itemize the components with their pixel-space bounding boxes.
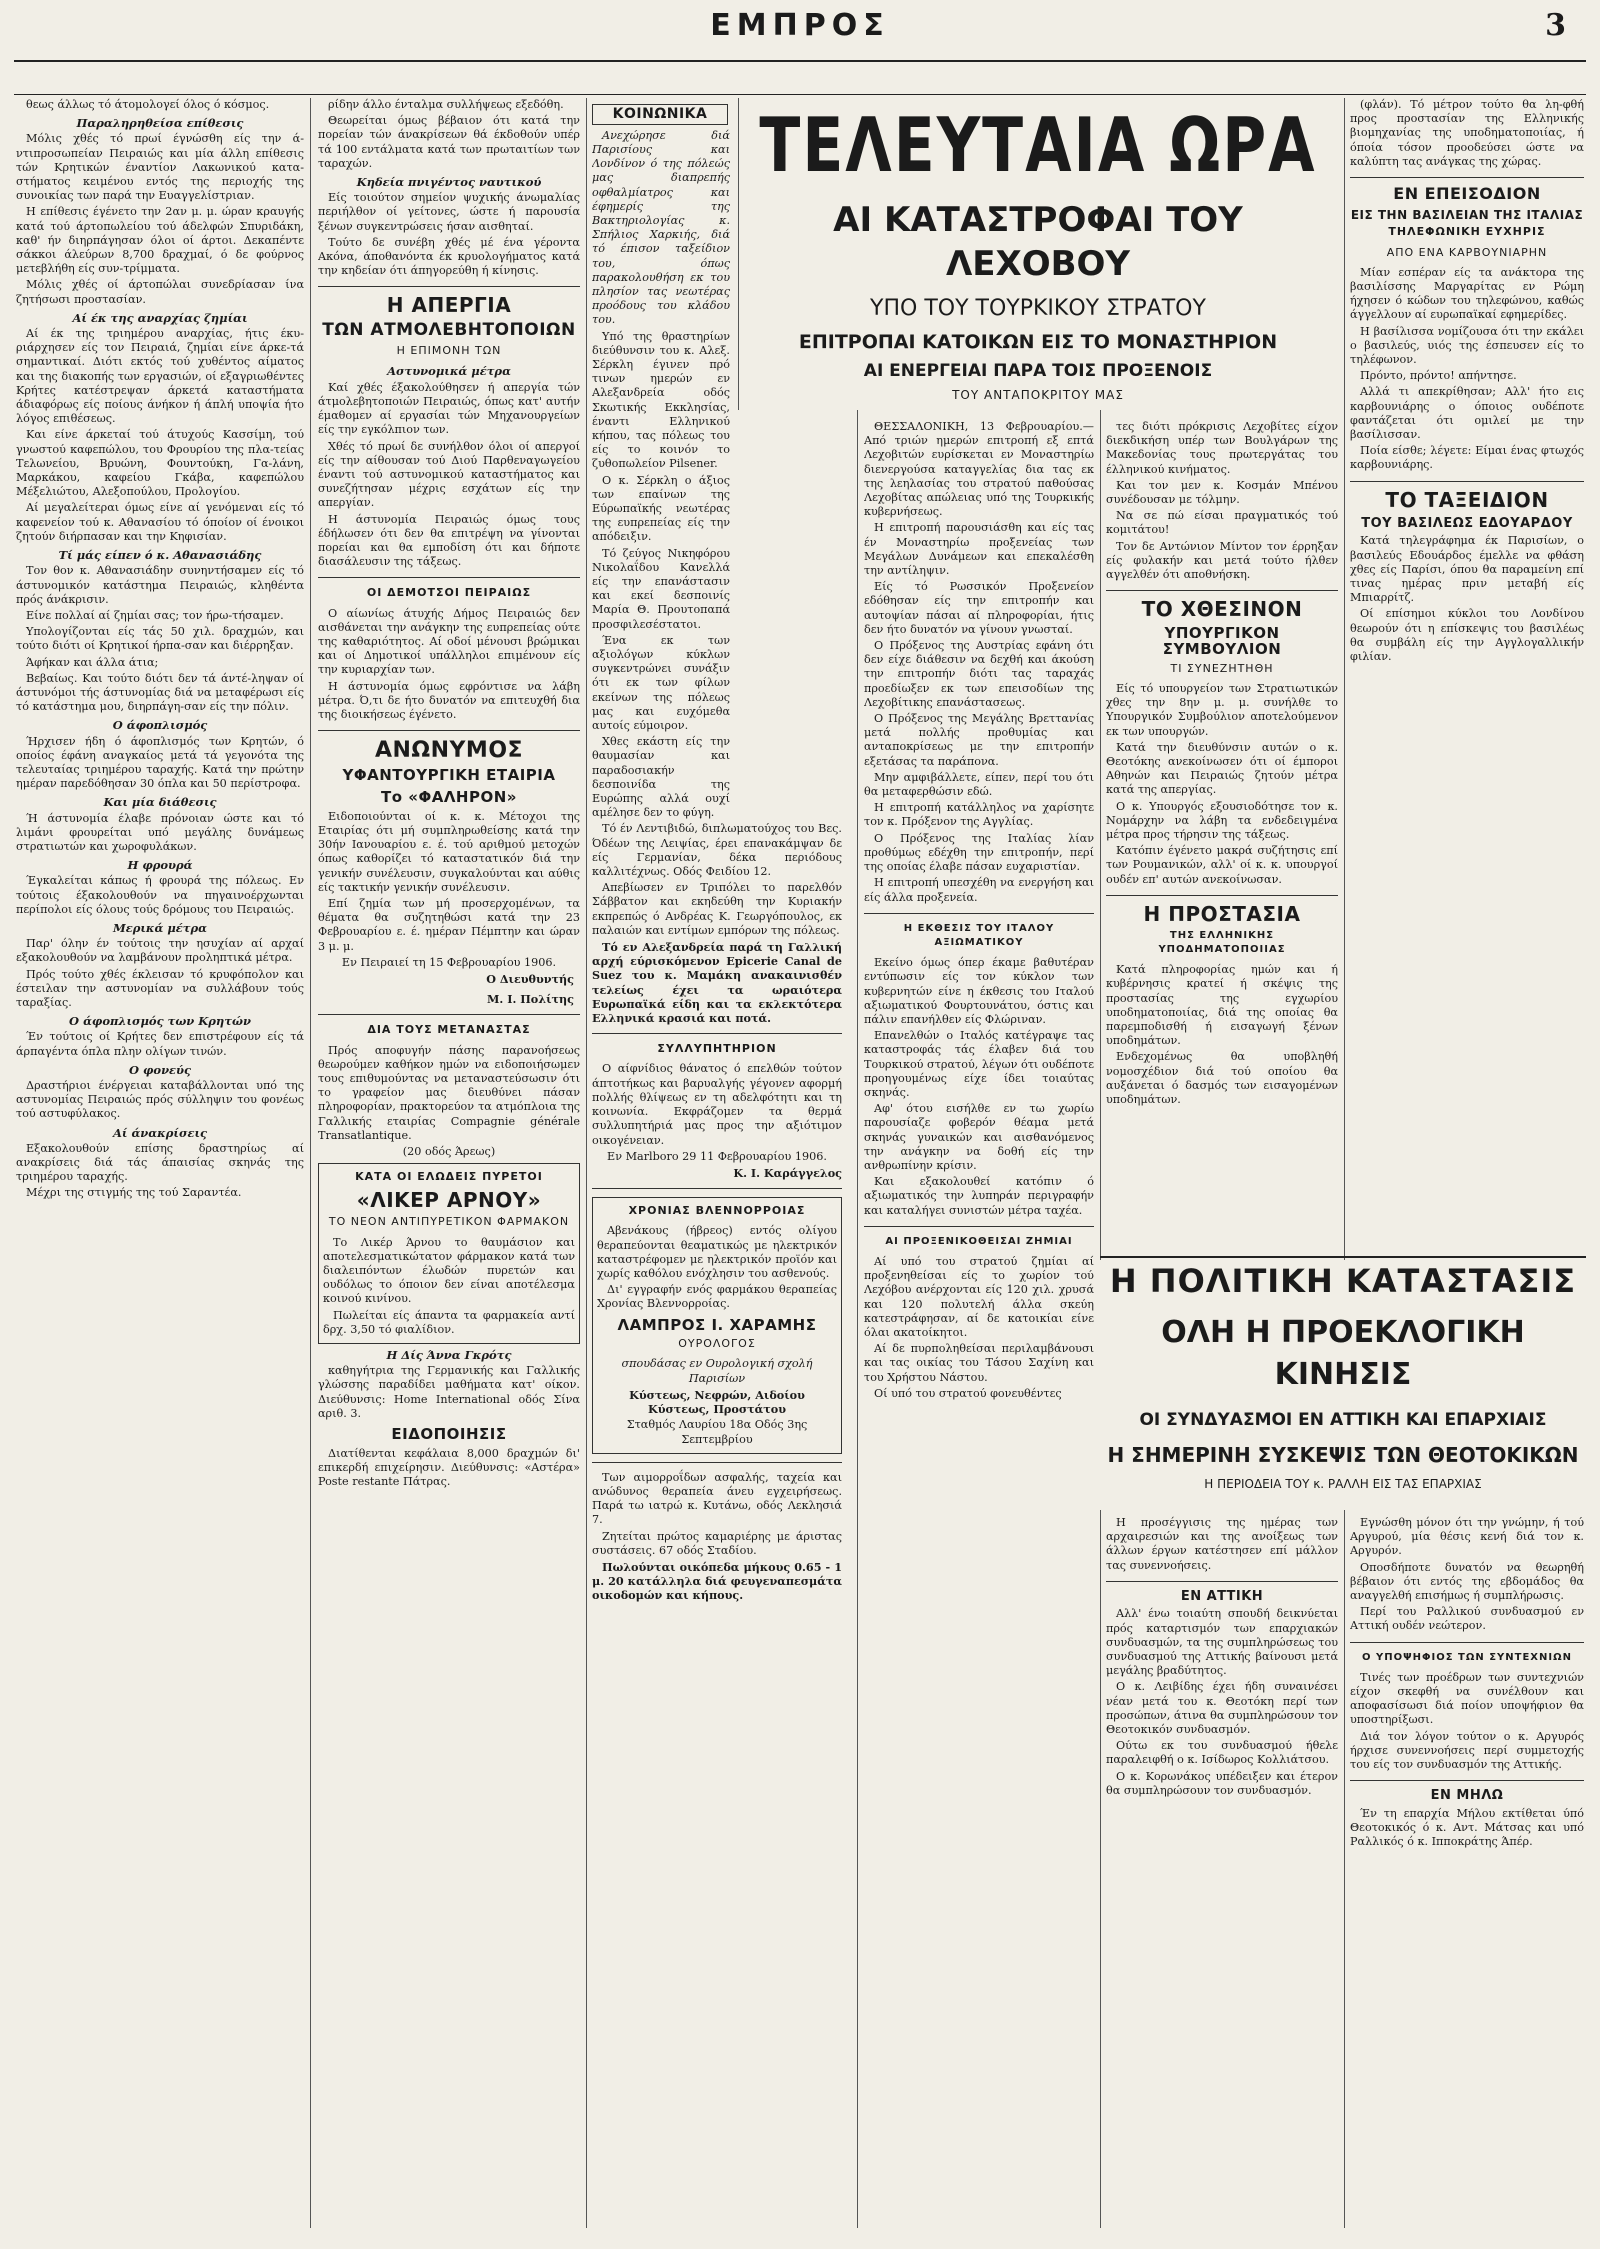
signature-title: Ο Διευθυντής [486, 971, 574, 986]
headline: ΤΟ ΤΑΞΕΙΔΙΟΝ [1385, 487, 1549, 512]
article-text: Είς τό υπουργείον των Στρατιωτικών χθες την 8ην μ. μ. συνήλθε το Υπουργικόν Συμβούλιον αποτελούμενον εκ των υπουργών. [1106, 681, 1338, 738]
article-text: Οί επίσημοι κύκλοι του Λονδίνου θεωρούν ότι η επίσκεψις του βασιλέως θα συμβάλη είς την Αγγλογαλλικήν φιλίαν. [1350, 607, 1584, 663]
article-text: Κατά την διευθύνσιν αυτών ο κ. Θεοτόκης ανεκοίνωσεν ότι οί έμποροι Αθηνών και Πειραιώς ζητούν μέτρα κατά της απεργίας. [1106, 740, 1338, 797]
article-text: Η επίθεσις έγένετο την 2αν μ. μ. ώραν κραυγής κατά τού άρτοπωλείου τού άδελφών Σπυριδάκη, καθ' ήν διηρπάγησαν όλοι οί άρτοι. Δεκαπέντε σάκκοι άλεύρων 8,700 δραχμαί, ό δε φούρνος μετεβλήθη είς συν-τρίμματα. [16, 205, 304, 276]
divider [318, 286, 580, 287]
section-heading: Μερικά μέτρα [112, 920, 208, 935]
main-subheadline: ΥΠΟ ΤΟΥ ΤΟΥΡΚΙΚΟΥ ΣΤΡΑΤΟΥ [870, 296, 1206, 321]
article-text: Επανελθών ο Ιταλός κατέγραψε τας καταστροφάς τάς έλαβεν διά του Τουρκικού στρατού, λέγων ότι ουδέποτε προηγουμένως είχε ίδει τοιαύτας σκηνάς. [864, 1029, 1094, 1099]
ad-heading: ΚΑΤΑ ΟΙ ΕΛΩΔΕΙΣ ΠΥΡΕΤΟΙ [355, 1170, 543, 1184]
section-heading: Αστυνομικά μέτρα [387, 364, 511, 379]
main-subheadline: ΕΠΙΤΡΟΠΑΙ ΚΑΤΟΙΚΩΝ ΕΙΣ ΤΟ ΜΟΝΑΣΤΗΡΙΟΝ [798, 331, 1278, 353]
ad-subtitle: ΤΟ ΝΕΟΝ ΑΝΤΙΠΥΡΕΤΙΚΟΝ ΦΑΡΜΑΚΟΝ [328, 1215, 570, 1229]
article-text: Πωλούνται οικόπεδα μήκους 0.65 - 1 μ. 20 κατάλληλα διά φευγεναπεσμάτα οικοδομών και κήπους. [592, 1559, 842, 1603]
article-text: Υπό της θραστηρίων διεύθυνσιν του κ. Αλεξ. Σέρκλη έγινεν πρό τινων ημερών εν Αλεξανδρεία οδός Σκωτικής Εκκλησίας, έναντι Ελληνικού κήπου, τας πόλεως του είς το κοινόν το ζυθοπωλείον Pilsener. [592, 329, 730, 471]
article-text: Ο αίφνίδιος θάνατος ό επελθών τούτον άπτοτήκως και βαρυαλγής γέγονεν αφορμή πολλής θλίψεως εν τη αδελφότητι και τη κοινωνία. Εκφράζομεν τα θερμά συλλυπητήριά μας προς την αξιότιμον οικογένειαν. [592, 1062, 842, 1147]
article-text: Των αιμορροΐδων ασφαλής, ταχεία και ανώδυνος θεραπεία άνευ εγχειρήσεως. Παρά τω ιατρώ κ. Κυτάνω, οδός Λεκλησιά 7. [592, 1470, 842, 1527]
article-text: καθηγήτρια της Γερμανικής και Γαλλικής γλώσσης παραδίδει μαθήματα κατ' οίκον. Διεύθυνσις: Home International οδός Σίνα αριθ. 3. [318, 1364, 580, 1420]
section-heading: Ο άφοπλισμός [112, 718, 208, 733]
column-4 [864, 420, 1094, 2228]
column-rule [586, 98, 587, 2228]
advertisement-box [318, 1163, 580, 1344]
masthead-rule-lower [14, 94, 1586, 95]
masthead [0, 8, 1600, 56]
article-text: Ο Πρόξενος της Ιταλίας λίαν προθύμως εδέχθη την επιτροπήν, περί της οποίας έλαβε πάσαν ευχαριστίαν. [864, 831, 1094, 874]
article-text: Χθες εκάστη είς την θαυμασίαν και παραδοσιακήν δεσποινίδα της Ευρώπης αλλά ουχί αμέλησε δεν το φύγη. [592, 735, 730, 820]
headline: Ο ΥΠΟΨΗΦΙΟΣ ΤΩΝ ΣΥΝΤΕΧΝΙΩΝ [1362, 1651, 1572, 1663]
article-text: Υπολογίζονται είς τάς 50 χιλ. δραχμών, και τούτο διότι οί Κρητικοί ήρπα-σαν και διέρρηξαν. [16, 625, 304, 653]
column-rule [310, 98, 311, 2228]
section-heading: Παραληρηθείσα επίθεσις [76, 116, 244, 131]
article-text: Ο Πρόξενος της Μεγάλης Βρεττανίας μετά πολλής προθυμίας και ανταποκρίσεως με την επιτροπήν εξετάσας τα παράπονα. [864, 712, 1094, 768]
section-heading: Κηδεία πνιγέντος ναυτικού [356, 175, 542, 190]
article-text: Τούτο δε συνέβη χθές μέ ένα γέροντα Ακόνα, άποθανόντα έκ κρυολογήματος κατά την κηδείαν ότι άπηγορεύθη ή κίνησις. [318, 235, 580, 278]
article-text: Μόλις χθές οί άρτοπώλαι συνεδρίασαν ίνα ζητήσωσι προστασίαν. [16, 278, 304, 306]
headline: ΥΠΟΥΡΓΙΚΟΝ ΣΥΜΒΟΥΛΙΟΝ [1162, 624, 1282, 658]
article-text: Επί ζημία των μή προσερχομένων, τα θέματα θα συζητηθώσι κατά την 23 Φεβρουαρίου ε. έ. ημέραν Πέμπτην και ώραν 3 μ. μ. [318, 896, 580, 953]
page-number: 3 [1545, 8, 1566, 43]
article-text: Κατά τηλεγράφημα έκ Παρισίων, ο βασιλεύς Εδουάρδος έμελλε να φθάση χθες είς Παρίσι, όπου θα παραμείνη επί τινας ημέρας πριν μεταβή είς Μπιαρρίτζ. [1350, 534, 1584, 605]
divider [1350, 481, 1584, 482]
subheadline: ΤΗΣ ΕΛΛΗΝΙΚΗΣ ΥΠΟΔΗΜΑΤΟΠΟΙΙΑΣ [1158, 929, 1286, 955]
article-text: ρίδην άλλο ένταλμα συλλήψεως εξεδόθη. [328, 98, 564, 111]
ad-text: Κύστεως, Νεφρών, Αιδοίου Κύστεως, Προστάτου [629, 1387, 805, 1417]
ad-text: Πωλείται είς άπαντα τα φαρμακεία αντί δρχ. 3,50 τό φιαλίδιον. [323, 1308, 575, 1336]
subheadline: ΤΗΛΕΦΩΝΙΚΗ ΕΥΧΗΡΙΣ [1388, 225, 1546, 239]
article-text: Θεωρείται όμως βέβαιον ότι κατά την πορείαν τών άνακρίσεων θά έκδοθούν υπέρ τά 100 εντάλματα κατά των πρωταιτίων των ταραχών. [318, 114, 580, 170]
politics-rule [1100, 1256, 1586, 1258]
article-text: Εκείνο όμως όπερ έκαμε βαθυτέραν εντύπωσιν είς τον κύκλον των κυβερνητών είνε η έκθεσις του Ιταλού αξιωματικού Φουρτουνάτου, όστις και πάλιν επανήλθεν είς Φλώριναν. [864, 956, 1094, 1026]
article-text: Τό ζεύγος Νικηφόρου Νικολαΐδου Κανελλά είς την επανάστασιν και εκεί δεσποινίς Μαρία Θ. Προυτοπαπά προσφιλεσέστατοι. [592, 546, 730, 631]
article-text: Αφ' ότου εισήλθε εν τω χωρίω παρουσίαζε φοβερόν θέαμα μετά σκηνάς γυναικών και αισθανόμενος την ανάγκην να δοθή είς την ανθρωπίνην κρίσιν. [864, 1102, 1094, 1172]
divider [1106, 1581, 1338, 1582]
article-text: Εξακολουθούν επίσης δραστηρίως αί ανακρίσεις διά τάς άπαισίας σκηνάς της τριημέρου ταραχής. [16, 1141, 304, 1184]
subheadline: ΑΠΟ ΕΝΑ ΚΑΡΒΟΥΝΙΑΡΗΝ [1386, 245, 1548, 259]
subheadline: Η ΕΠΙΜΟΝΗ ΤΩΝ [396, 344, 502, 358]
signature-name: Κ. Ι. Καράγγελος [733, 1165, 842, 1180]
headline: ΑΙ ΠΡΟΞΕΝΙΚΟΘΕΙΣΑΙ ΖΗΜΙΑΙ [885, 1235, 1073, 1247]
divider [864, 1226, 1094, 1227]
column-rule [1344, 1510, 1345, 2228]
newspaper-title: ΕΜΠΡΟΣ [710, 8, 890, 43]
article-text: Η άστυνομία όμως εφρόντισε να λάβη μέτρα. Ό,τι δε ήτο δυνατόν να επιτευχθή δια της διοικήσεως έγένετο. [318, 679, 580, 721]
article-text: Και είνε άρκεταί τού άτυχούς Κασσίμη, τού γνωστού καφεπώλου, του Φρουρίου της πλα-τείας Τελωνείου, Βρυώνη, Φουντούκη, Γα-λάνη, Μαρκάκου, καφείου Γκάβα, καφεπώλου Μέξελιώτου, Αλεξοπούλου, Προλογίου. [16, 428, 304, 499]
article-text: Ο κ. Υπουργός εξουσιοδότησε τον κ. Νομάρχην να λάβη τα ενδεδειγμένα μέτρα προς τήρησιν της τάξεως. [1106, 799, 1338, 841]
article-text: ΘΕΣΣΑΛΟΝΙΚΗ, 13 Φεβρουαρίου.— Από τριών ημερών επιτροπή εξ επτά Λεχοβιτών ευρίσκεται εν Μοναστηρίω διενεργούσα καταγγελίας δια τας εκ της λεηλασίας του στρατού παθούσας Λεχοβίτας απώλειας υπό της Τουρκικής κυβερνήσεως. [864, 420, 1094, 519]
article-text: Διατίθενται κεφάλαια 8,000 δραχμών δι' επικερδή επιχείρησιν. Διεύθυνσις: «Αστέρα» Poste restante Πάτρας. [318, 1446, 580, 1489]
article-text: Εγνώσθη μόνον ότι την γνώμην, ή τού Αργυρού, μία θέσις κενή διά τον κ. Αργυρόν. [1350, 1516, 1584, 1558]
headline: ΤΩΝ ΑΤΜΟΛΕΒΗΤΟΠΟΙΩΝ [322, 320, 576, 341]
article-text: (φλάν). Τό μέτρον τούτο θα λη-φθή προς προστασίαν της Ελληνικής βιομηχανίας της υποδηματοποιίας, ή όποία τόσον προοδεύσει ώστε να καλύπτη τας ανάγκας της χώρας. [1350, 98, 1584, 168]
ad-title: ΛΑΜΠΡΟΣ Ι. ΧΑΡΑΜΗΣ [617, 1315, 817, 1334]
politics-subheadline: ΟΙ ΣΥΝΔΥΑΣΜΟΙ ΕΝ ΑΤΤΙΚΗ ΚΑΙ ΕΠΑΡΧΙΑΙΣ [1139, 1410, 1547, 1430]
article-text: Ενδεχομένως θα υποβληθή νομοσχέδιον διά τού οποίου θα αυξάνεται ό δασμός των εισαγομένων υποδημάτων. [1106, 1050, 1338, 1107]
column-6 [1350, 98, 1584, 1258]
signature-name: Μ. Ι. Πολίτης [487, 992, 574, 1007]
article-text: (20 οδός Άρεως) [402, 1145, 496, 1159]
headline: ΕΝ ΑΤΤΙΚΗ [1180, 1588, 1264, 1604]
masthead-rule [14, 60, 1586, 62]
article-text: τες διότι πρόκρισις Λεχοβίτες είχον διεκδικήση υπέρ των Βουλγάρων της Μακεδονίας τους πρωτεργάτας του έλληνικού κινήματος. [1106, 420, 1338, 476]
article-text: Να σε πώ είσαι πραγματικός τού κομιτάτου! [1106, 509, 1338, 537]
column-2 [318, 98, 580, 2228]
article-text: Και τον μεν κ. Κοσμάν Μπένου συνέδουσαν με τόλμην. [1106, 478, 1338, 507]
article-text: Πρός τούτο χθές έκλεισαν τό κρυφόπολον και έστειλαν την αστυνομίαν να συλλάβουν τούς ταραξίας. [16, 967, 304, 1009]
headline: ΑΝΩΝΥΜΟΣ [374, 738, 524, 764]
main-headline: ΤΕΛΕΥΤΑΙΑ ΩΡΑ [759, 102, 1317, 190]
divider [592, 1033, 842, 1034]
divider [1350, 1642, 1584, 1643]
article-text: Η επιτροπή υπεσχέθη να ενεργήση και είς άλλα προξενεία. [864, 876, 1094, 904]
article-text: Διά τον λόγον τούτον ο κ. Αργυρός ήρχισε συνεννοήσεις περί συμμετοχής του είς τον συνδυασμόν της Αττικής. [1350, 1729, 1584, 1772]
divider [592, 1188, 842, 1189]
article-text: Άφήκαν και άλλα άτια; [26, 655, 159, 669]
politics-headline-line2: ΟΛΗ Η ΠΡΟΕΚΛΟΓΙΚΗ ΚΙΝΗΣΙΣ [1161, 1315, 1525, 1392]
section-heading: Ο άφοπλισμός των Κρητών [69, 1014, 251, 1029]
headline: ΕΝ ΜΗΛΩ [1430, 1788, 1504, 1804]
article-text: Ο αίωνίως άτυχής Δήμος Πειραιώς δεν αισθάνεται την ανάγκην της ευπρεπείας ούτε της καθαριότητος. Αί οδοί μένουσι βρώμικαι και οί Δημοτικοί υπάλληλοι επιμένουν είς την κυριαρχίαν των. [318, 606, 580, 677]
correspondent-line: ΤΟΥ ΑΝΤΑΠΟΚΡΙΤΟΥ ΜΑΣ [952, 388, 1124, 402]
article-text: Μίαν εσπέραν είς τα ανάκτορα της βασιλίσσης Μαργαρίτας εν Ρώμη ήχησεν ό κώδων του τηλεφώνου, καθώς άγγελλουν αί ευρωπαϊκαί εφημερίδες. [1350, 265, 1584, 322]
article-text: Η επιτροπή κατάλληλος να χαρίσητε τον κ. Πρόξενον της Αγγλίας. [864, 801, 1094, 829]
article-text: Ο Πρόξενος της Αυστρίας εφάνη ότι δεν είχε διάθεσιν να δεχθή και άκούση την επιτροπήν διότι τας ταραχάς προεδίωξεν εκ των επεισοδίων της Λεχοβίτικης επανάστασεως. [864, 639, 1094, 709]
article-text: Η βασίλισσα νομίζουσα ότι την εκάλει ο βασιλεύς, υιός της έσπευσεν είς το τηλέφωνον. [1350, 324, 1584, 367]
article-text: Τινές των προέδρων των συντεχνιών είχον σκεφθή να συνέλθουν και αποφασίσωσι διά ποίον υποψήφιον θα υποστηρίξωσι. [1350, 1670, 1584, 1727]
article-text: Αλλ' ένω τοιαύτη σπουδή δεικνύεται πρός καταρτισμόν των επαρχιακών συνδυασμών, τα της συμπληρώσεως του συνδυασμού της Αττικής βαίνουσι μετά μεγάλης βραδύτητος. [1106, 1607, 1338, 1678]
column-rule [1344, 98, 1345, 1260]
article-text: Πρός αποφυγήν πάσης παρανοήσεως θεωρούμεν καθήκον ημών να ειδοποιήσωμεν τους επιθυμούντας να μεταναστεύσωσιν ότι το γραφείον μας διευθύνει πάσαν πληροφορίαν, πρακτορεύον τα ατμόπλοια της Γαλλικής εταιρίας Compagnie générale Transatlantique. [318, 1043, 580, 1142]
headline: ΔΙΑ ΤΟΥΣ ΜΕΤΑΝΑΣΤΑΣ [367, 1023, 531, 1037]
politics-subheadline: Η ΠΕΡΙΟΔΕΙΑ ΤΟΥ κ. ΡΑΛΛΗ ΕΙΣ ΤΑΣ ΕΠΑΡΧΙΑΣ [1204, 1477, 1482, 1491]
article-text: Ανεχώρησε διά Παρισίους και Λονδίνον ό της πόλεώς μας διαπρεπής οφθαλμίατρος και έφημερίς της Βακτηριολογίας κ. Σπήλιος Χαρκιής, διά τό έπισον ταξείδιον του, όπως παρακολουθήση εκ του πλησίον τας νεωτέρας προόδους του κλάδου του. [592, 128, 730, 327]
ad-text: σπουδάσας εν Ουρολογική σχολή Παρισίων [621, 1357, 813, 1385]
ad-text: Δι' εγγραφήν ενός φαρμάκου θεραπείας Χρονίας Βλεννορροίας. [597, 1283, 837, 1311]
headline: Το «ΦΑΛΗΡΟΝ» [381, 788, 517, 806]
main-headline-line2: ΑΙ ΚΑΤΑΣΤΡΟΦΑΙ ΤΟΥ ΛΕΧΟΒΟΥ [833, 200, 1243, 284]
column-6-lower [1350, 1516, 1584, 2228]
column-1 [16, 98, 304, 2228]
article-text: Τό έν Λεντιβιδώ, διπλωματούχος του Βες. Όδέων της Λειψίας, έρει επανακάμψαν δε είς Γερμανίαν, δέκα περιόδους καλλιτέχνως. Οδός Φειδίου 12. [592, 822, 842, 879]
divider [1106, 590, 1338, 591]
ad-title: «ΛΙΚΕΡ ΑΡΝΟΥ» [356, 1188, 542, 1213]
article-text: Παρ' όλην έν τούτοις την ησυχίαν αί αρχαί εξακολουθούν να λαμβάνουν προληπτικά μέτρα. [16, 937, 304, 965]
article-text: Οποσδήποτε δυνατόν να θεωρηθή βέβαιον ότι εντός της εβδομάδος θα αναγγελθή επισήμως ή συμπλήρωσις. [1350, 1560, 1584, 1603]
headline: Η ΕΚΘΕΣΙΣ ΤΟΥ ΙΤΑΛΟΥ ΑΞΙΩΜΑΤΙΚΟΥ [903, 922, 1055, 948]
article-text: Ειδοποιούνται οί κ. κ. Μέτοχοι της Εταιρίας ότι μή συμπληρωθείσης κατά την 30ήν Ιανουαρίου ε. έ. τού αριθμού μετοχών όπως καθορίζει τό καταστατικόν διά την γενικήν συνέλευσιν, συγκαλούνται και αύθις είς τακτικήν γενικήν συνέλευσιν. [318, 809, 580, 894]
article-text: Οί υπό του στρατού φονευθέντες [874, 1386, 1062, 1400]
article-text: Χθές τό πρωί δε συνήλθον όλοι οί απεργοί είς την αίθουσαν τού Διού Παρθεναγωγείου έναντι τού αστυνομικού καταστήματος και συνεζήτησαν μέχρις εσχάτων είς την απεργίαν. [318, 439, 580, 510]
divider [1350, 1780, 1584, 1781]
article-text: Είνε πολλαί αί ζημίαι σας; τον ήρω-τήσαμεν. [26, 608, 284, 622]
divider [318, 1014, 580, 1015]
headline: ΕΝ ΕΠΕΙΣΟΔΙΟΝ [1393, 184, 1541, 204]
divider [318, 577, 580, 578]
article-text: Κατά πληροφορίας ημών και ή κυβέρνησις κρατεί ή σκέψις της προστασίας της εγχωρίου υποδηματοποιίας, διά της οποίας θα παρεμποδισθή ή εισαγωγή ξένων υποδημάτων. [1106, 963, 1338, 1048]
article-text: Μην αμφιβάλλετε, είπεν, περί του ότι θα μεταφερθώσιν εδώ. [864, 770, 1094, 799]
column-rule [1100, 1510, 1101, 2228]
article-text: Απεβίωσεν εν Τριπόλει το παρελθόν Σάββατον και εκηδεύθη την Κυριακήν εκπρεπώς ό Ανδρέας Κ. Γεωργόπουλος, εκ παλαιών και εντίμων εμπόρων της πόλεως. [592, 881, 842, 937]
article-text: Είς τό Ρωσσικόν Προξενείον εδόθησαν είς την επιτροπήν και αυτοψίαν πάσαι αί πληροφορίαι, ήτις δεν ήτο δυνατόν να γίνουν γνωσταί. [864, 580, 1094, 636]
article-text: Έν τη επαρχία Μήλου εκτίθεται ύπό Θεοτοκικός ό κ. Αντ. Μάτσας και υπό Ραλλικός ό κ. Ιπποκράτης Άπέρ. [1350, 1806, 1584, 1849]
ad-subtitle: ΟΥΡΟΛΟΓΟΣ [678, 1337, 756, 1351]
article-text: Αί μεγαλείτεραι όμως είνε αί γενόμεναι είς τό καφενείον τού κ. Αθανασίου τό όποίον οί ένοικοι ζητούν διήρπασαν και την Κηφισίαν. [16, 501, 304, 543]
section-title: ΚΟΙΝΩΝΙΚΑ [592, 104, 728, 125]
article-text: Η επιτροπή παρουσιάσθη και είς τας έν Μοναστηρίω προξενείας των Μεγάλων Δυνάμεων και επεκαλέσθη την αντίληψιν. [864, 521, 1094, 578]
article-text: Βεβαίως. Και τούτο διότι δεν τά άντέ-ληψαν οί άστυνόμοι τής άστυνομίας διά να μεταφέρωσι είς τό κατάστημα μου, διηρπάγη-σαν είς την πόλιν. [16, 671, 304, 714]
headline: ΤΟΥ ΒΑΣΙΛΕΩΣ ΕΔΟΥΑΡΔΟΥ [1361, 515, 1573, 531]
article-text: Η άστυνομία Πειραιώς όμως τους έδήλωσεν ότι δεν θα επιτρέψη να γίνονται πορείαι και θα εμποδίση ότι και δήποτε διασάλευσιν της τάξεως. [318, 512, 580, 569]
column-5-lower [1106, 1516, 1338, 2228]
section-heading: Αί άνακρίσεις [112, 1125, 208, 1140]
divider [592, 1462, 842, 1463]
article-text: Τον δε Αντώνιον Μίντον τον έρρηξαν είς φυλακήν και μετά τούτο ήλθεν αγγελθέν ότι αποθνήσκη. [1106, 539, 1338, 582]
headline: ΟΙ ΔΕΜΟΤΣΟΙ ΠΕΙΡΑΙΩΣ [366, 586, 532, 600]
article-text: Αί έκ της τριημέρου αναρχίας, ήτις έκυ-ριάρχησεν είς τον Πειραιά, ζημίαι είνε άρκε-τά σημαντικαί. Διότι εκτός τού χυθέντος αίματος και της διακοπής των εργασιών, οί εξαγριωθέντες Κρήτες κατέστρεψαν άρκετά καταστήματα άδιαφόρως είς ποίους άνήκον ή άπλή υποψία ήτο λόγος επιθέσεως. [16, 327, 304, 426]
notice-date: Εν Marlboro 29 11 Φεβρουαρίου 1906. [607, 1149, 827, 1163]
notice-date: Εν Πειραιεί τη 15 Φεβρουαρίου 1906. [341, 955, 557, 969]
article-text: Δραστήριοι ένέργειαι καταβάλλονται υπό της αστυνομίας Πειραιώς πρός σύλληψιν του φονέως τού αστυφύλακος. [16, 1079, 304, 1121]
article-text: Αλλά τι απεκρίθησαν; Αλλ' ήτο εις καρβουνιάρης ο όποιος ουδέποτε φαντάζεται ότι ομιλεί με την βασίλισσαν. [1350, 385, 1584, 442]
article-text: Καί χθές έξακολούθησεν ή απεργία τών άτμολεβητοποιών Πειραιώς, όπως κατ' αυτήν έμαθομεν αί εργασίαι τών Μηχανουργείων είς την εγκόλπιον των. [318, 380, 580, 437]
divider [864, 913, 1094, 914]
divider [1106, 895, 1338, 896]
article-text: Πρόντο, πρόντο! απήντησε. [1360, 369, 1517, 383]
article-text: Και εξακολουθεί κατόπιν ό αξιωματικός την λυπηράν περιγραφήν και καταλήγει συνιστών μέτρα ταχέα. [864, 1175, 1094, 1217]
article-text: Μόλις χθές τό πρωί έγνώσθη είς την ά-ντιπροσωπείαν Πειραιώς και μία άλλη επίθεσις τών Κρητικών έναντίον Λακωνικού κατα-στήματος κειμένου εντός της περιοχής της συνοικίας των παρά την Ευαγγελίστριαν. [16, 132, 304, 203]
article-text: Τό εν Αλεξανδρεία παρά τη Γαλλική αρχή εύρισκόμενον Epicerie Canal de Suez του κ. Μαμάκη ανακαινισθέν τελείως έχει τα ωραιότερα Ευρωπαϊκά είδη και τα εκλεκτότερα Ελληνικά κρασιά και ποτά. [592, 940, 842, 1026]
article-text: Μέχρι της στιγμής της τού Σαραντέα. [26, 1186, 242, 1200]
divider [1350, 177, 1584, 178]
politics-headline: Η ΠΟΛΙΤΙΚΗ ΚΑΤΑΣΤΑΣΙΣ [1109, 1262, 1577, 1300]
column-5 [1106, 420, 1338, 1258]
advertisement-box [592, 1197, 842, 1454]
main-headline-block [738, 98, 1338, 410]
headline: ΕΙΔΟΠΟΙΗΣΙΣ [391, 1425, 507, 1444]
ad-text: Το Λικέρ Άρνου το θαυμάσιον και αποτελεσματικώτατον φάρμακον κατά των διαλειπόντων έλωδών πυρετών και ουδόλως το όποιον δεν είναι αποτέλεσμα κοινού κινίνου. [323, 1235, 575, 1306]
column-rule [1100, 410, 1101, 1260]
article-text: Ή άστυνομία έλαβε πρόνοιαν ώστε και τό λιμάνι φρουρείται υπό μεγάλης δυνάμεως στρατιωτών και χωροφυλάκων. [16, 811, 304, 853]
column-rule [857, 410, 858, 2228]
article-text: Έν τούτοις οί Κρήτες δεν επιστρέφουν είς τά άρπαγέντα όπλα πλην ολίγων τινών. [16, 1030, 304, 1058]
section-heading: Η φρουρά [127, 858, 193, 873]
headline: ΤΟ ΧΘΕΣΙΝΟΝ [1141, 597, 1303, 622]
article-text: Κατόπιν έγένετο μακρά συζήτησις επί των Ρουμανικών, αλλ' οί κ. κ. υπουργοί ουδέν επ' αυτών ανεκοίνωσαν. [1106, 844, 1338, 886]
main-subheadline: ΑΙ ΕΝΕΡΓΕΙΑΙ ΠΑΡΑ ΤΟΙΣ ΠΡΟΞΕΝΟΙΣ [863, 361, 1213, 381]
section-heading: Τί μάς είπεν ό κ. Αθανασιάδης [58, 548, 262, 563]
politics-subheadline: Η ΣΗΜΕΡΙΝΗ ΣΥΣΚΕΨΙΣ ΤΩΝ ΘΕΟΤΟΚΙΚΩΝ [1107, 1443, 1579, 1467]
article-text: Ποία είσθε; λέγετε: Είμαι ένας φτωχός καρβουνιάρης. [1350, 444, 1584, 472]
section-heading: Και μία διάθεσις [103, 795, 217, 810]
article-text: Περί του Ραλλικού συνδυασμού εν Αττική ουδέν νεώτερον. [1350, 1605, 1584, 1633]
article-text: Είς τοιούτον σημείον ψυχικής άνωμαλίας περιήλθον οί γείτονες, ώστε ή παρουσία ξένων συγκεντρώσεις ήσαν αισθηταί. [318, 191, 580, 233]
article-text: Η προσέγγισις της ημέρας των αρχαιρεσιών και της ανοίξεως των άλλων έργων κατέστησεν επί μάλλον τας συνεννοήσεις. [1106, 1516, 1338, 1572]
headline: ΕΙΣ ΤΗΝ ΒΑΣΙΛΕΙΑΝ ΤΗΣ ΙΤΑΛΙΑΣ [1350, 207, 1584, 222]
section-heading: Αί έκ της αναρχίας ζημίαι [72, 310, 248, 325]
article-text: Τον θον κ. Αθανασιάδην συνηντήσαμεν είς τό άστυνομικόν κατάστημα Πειραιώς, κληθέντα πρός άνάκρισιν. [16, 564, 304, 606]
article-text: Αί υπό του στρατού ζημίαι αί προξενηθείσαι είς το χωρίον τού Λεχόβου ανέρχονται είς 120 χιλ. χρυσά και 120 πολυτελή άλλα σκεύη κατεστράφησαν, αί δε κατοικίαι είνε όλαι ακατοίκητοι. [864, 1254, 1094, 1339]
article-text: Ο κ. Κορωνάκος υπέδειξεν και έτερον θα συμπληρώσουν τον συνδυασμόν. [1106, 1769, 1338, 1797]
article-text: Ούτω εκ του συνδυασμού ήθελε παραλειφθή ο κ. Ισίδωρος Κολλιάτσου. [1106, 1739, 1338, 1767]
headline: Η ΠΡΟΣΤΑΣΙΑ [1143, 901, 1301, 926]
article-text: Ο κ. Λειβίδης έχει ήδη συναινέσει νέαν μετά του κ. Θεοτόκη περί των προσώπων, άτινα θα συμπληρώσουν τον Θεοτοκικόν συνδυασμόν. [1106, 1680, 1338, 1737]
divider [318, 730, 580, 731]
headline: ΣΥΛΛΥΠΗΤΗΡΙΟΝ [657, 1042, 777, 1056]
ad-heading: ΧΡΟΝΙΑΣ ΒΛΕΝΝΟΡΡΟΙΑΣ [628, 1204, 806, 1218]
article-text: Έγκαλείται κάπως ή φρουρά της πόλεως. Εν τούτοις έξακολουθούν να πηγαινοέρχωνται περίπολοι είς όλους τούς δρόμους του Πειραιώς. [16, 874, 304, 916]
subheadline: ΤΙ ΣΥΝΕΖΗΤΗΘΗ [1170, 661, 1274, 675]
article-text: Ένα εκ των αξιολόγων κύκλων συγκεντρώνει συνάξιν ότι εκ των φίλων εκείνων της πόλεως μας και ευχόμεθα αυτοίς εύμοιρον. [592, 633, 730, 733]
section-heading: Η Δίς Άννα Γκρότς [386, 1348, 512, 1363]
ad-text: Σταθμός Λαυρίου 18α Οδός 3ης Σεπτεμβρίου [626, 1418, 808, 1446]
politics-headline-block [1100, 1260, 1586, 1510]
article-text: Ο κ. Σέρκλη ο άξιος των επαίνων της Εύρωπαϊκής νεωτέρας της ευπρεπείας είς την απόδειξιν. [592, 473, 730, 544]
column-3-content [592, 98, 850, 2228]
headline: ΥΦΑΝΤΟΥΡΓΙΚΗ ΕΤΑΙΡΙΑ [342, 766, 556, 785]
article-text: Ζητείται πρώτος καμαριέρης με άριστας συστάσεις. 67 οδός Σταδίου. [592, 1529, 842, 1557]
article-text: θεως άλλως τό άτομολογεί όλος ό κόσμος. [26, 98, 270, 111]
ad-text: Αβενάκους (ήβρεος) εντός ολίγου θεραπεύονται θεαματικώς με ηλεκτρικόν καταστρέφομεν με ηλεκτρικόν προϊόν και χωρίς καθόλου ενόχλησιν του ασθενούς. [597, 1224, 837, 1280]
headline: Η ΑΠΕΡΓΙΑ [386, 293, 512, 318]
section-heading: Ο φονεύς [128, 1062, 192, 1077]
article-text: Ήρχισεν ήδη ό άφοπλισμός των Κρητών, ό οποίος έφάνη αναγκαίος μετά τά γεγονότα της τελευταίας τριημέρου ταραχής. Κατά την πρώτην ημέραν παρεδόθησαν 30 όπλα και 50 περίστροφα. [16, 734, 304, 791]
article-text: Αί δε πυρποληθείσαι περιλαμβάνουσι και τας οικίας του Τάσου Σαχίνη και του Χρήστου Νάστου. [864, 1342, 1094, 1384]
